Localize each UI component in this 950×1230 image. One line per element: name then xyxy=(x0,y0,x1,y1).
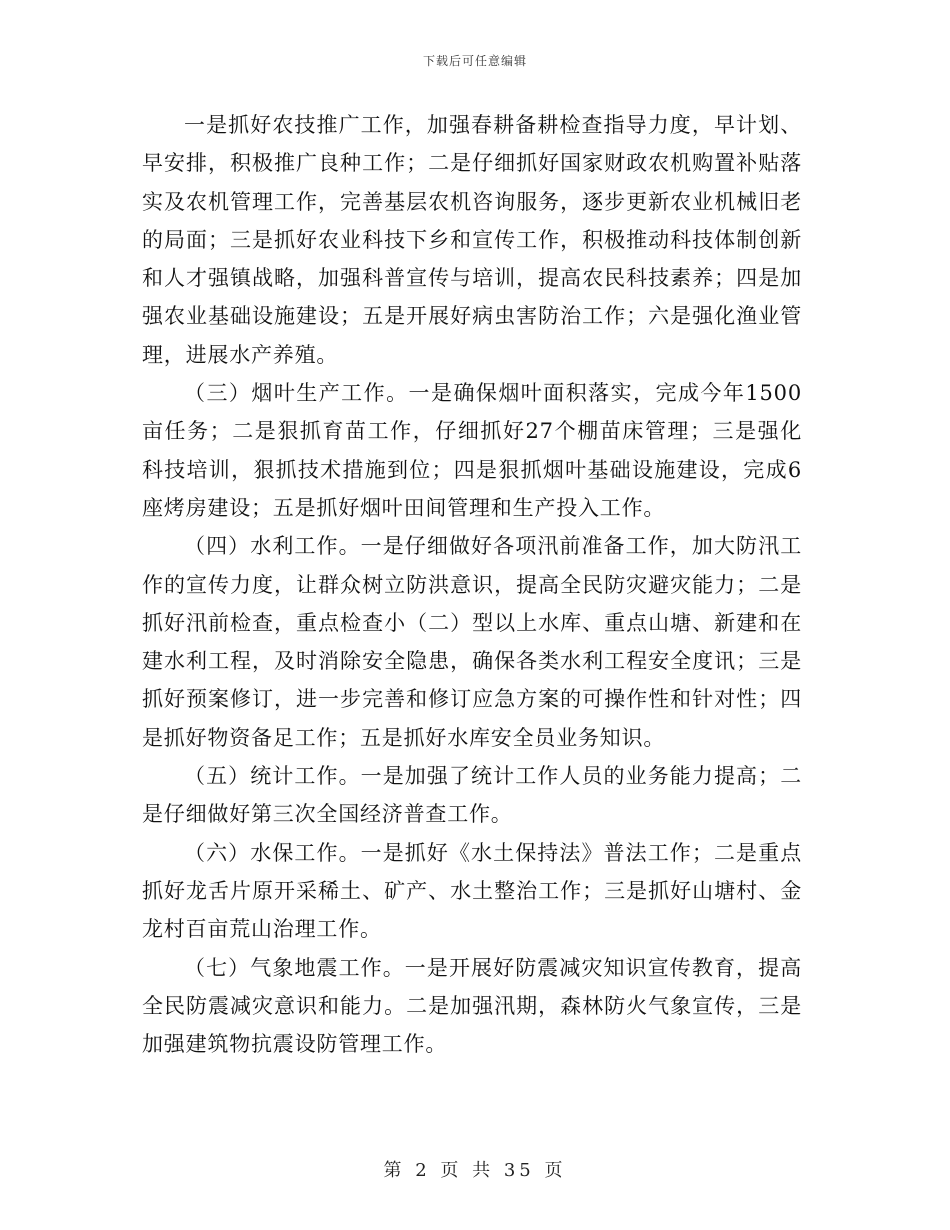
paragraph-tobacco-production: （三）烟叶生产工作。一是确保烟叶面积落实，完成今年1500亩任务；二是狠抓育苗工作，仔细抓好27个棚苗床管理；三是强化科技培训，狠抓技术措施到位；四是狠抓烟叶基础设施建设，完成6座烤房建设；五是抓好烟叶田间管理和生产投入工作。 xyxy=(142,381,802,520)
paragraph-statistics: （五）统计工作。一是加强了统计工作人员的业务能力提高；二是仔细做好第三次全国经济普查工作。 xyxy=(142,764,802,827)
paragraph-meteorology-earthquake: （七）气象地震工作。一是开展好防震减灾知识宣传教育，提高全民防震减灾意识和能力。二是加强汛期，森林防火气象宣传，三是加强建筑物抗震设防管理工作。 xyxy=(142,955,802,1057)
paragraph-water-conservancy: （四）水利工作。一是仔细做好各项汛前准备工作，加大防汛工作的宣传力度，让群众树立防洪意识，提高全民防灾避灾能力；二是抓好汛前检查，重点检查小（二）型以上水库、重点山塘、新建和在建水利工程，及时消除安全隐患，确保各类水利工程安全度讯；三是抓好预案修订，进一步完善和修订应急方案的可操作性和针对性；四是抓好物资备足工作；五是抓好水库安全员业务知识。 xyxy=(142,534,802,750)
document-body xyxy=(142,106,802,1063)
paragraph-soil-conservation: （六）水保工作。一是抓好《水土保持法》普法工作；二是重点抓好龙舌片原开采稀土、矿产、水土整治工作；三是抓好山塘村、金龙村百亩荒山治理工作。 xyxy=(142,840,802,942)
paragraph-agriculture-tech: 一是抓好农技推广工作，加强春耕备耕检查指导力度，早计划、早安排，积极推广良种工作；二是仔细抓好国家财政农机购置补贴落实及农机管理工作，完善基层农机咨询服务，逐步更新农业机械旧老的局面；三是抓好农业科技下乡和宣传工作，积极推动科技体制创新和人才强镇战略，加强科普宣传与培训，提高农民科技素养；四是加强农业基础设施建设；五是开展好病虫害防治工作；六是强化渔业管理，进展水产养殖。 xyxy=(142,113,802,367)
page-number-footer: 第 2 页 共 35 页 xyxy=(383,1160,567,1181)
page-header: 下载后可任意编辑 xyxy=(422,54,527,68)
